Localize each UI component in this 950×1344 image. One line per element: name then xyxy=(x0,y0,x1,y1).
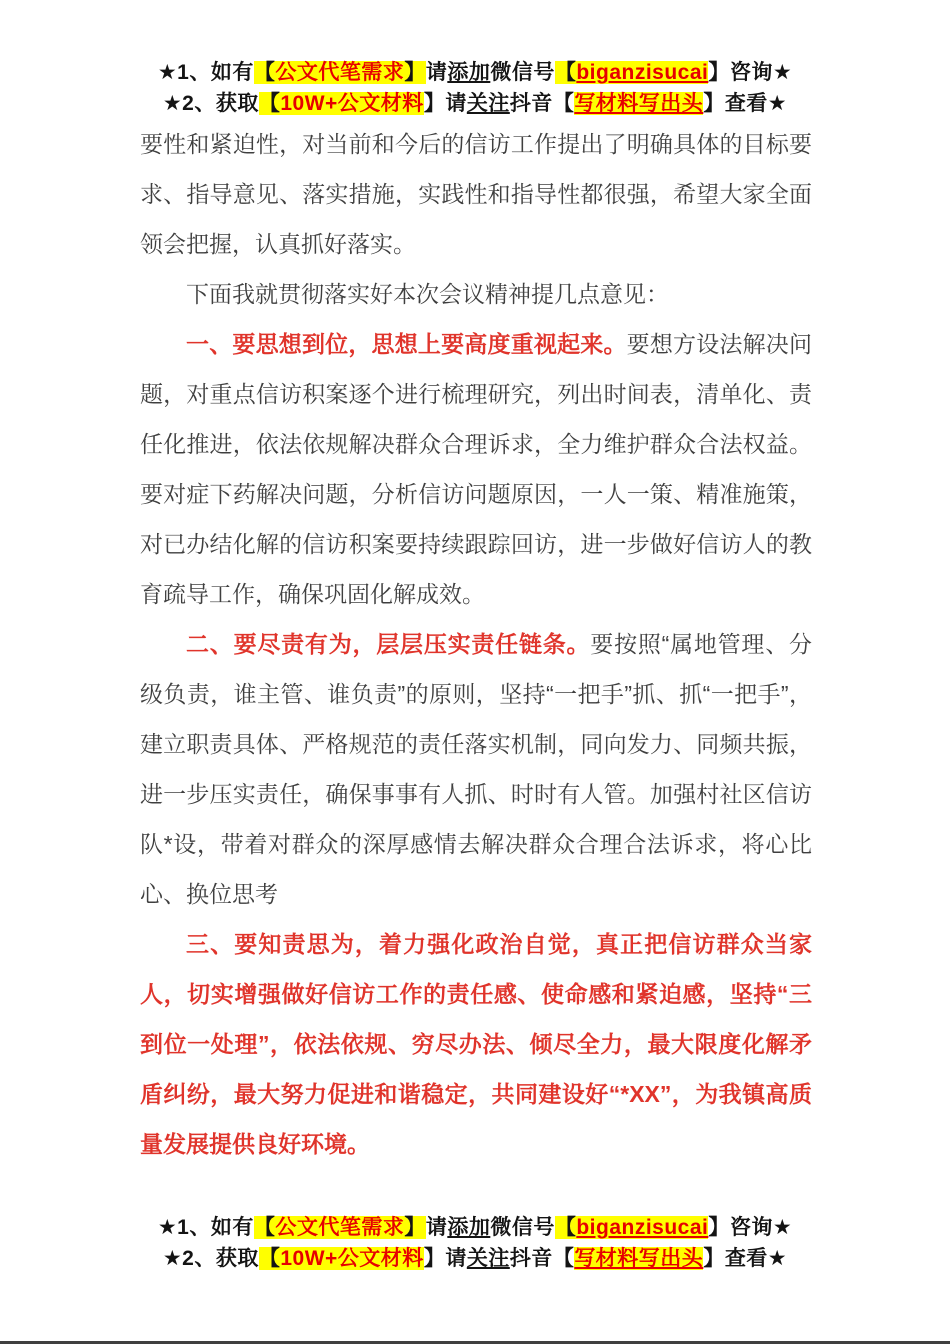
promo-text: 请 xyxy=(445,1247,467,1270)
highlighted-phrase xyxy=(254,61,426,84)
underlined-word: 添加 xyxy=(447,1216,491,1239)
bracket-open: 【 xyxy=(253,1216,276,1239)
douyin-id-text: 写材料写出头 xyxy=(574,92,704,115)
highlighted-phrase xyxy=(574,1247,703,1270)
highlighted-phrase xyxy=(555,61,709,84)
bracket-open: 【 xyxy=(258,92,281,115)
wechat-id-text: biganzisucai xyxy=(576,1216,709,1239)
underlined-word: 关注 xyxy=(466,1247,510,1270)
paragraph-text: 要想方设法解决问题，对重点信访积案逐个进行梳理研究，列出时间表，清单化、责任化推进，依法依规解决群众合理诉求，全力维护群众合法权益。要对症下药解决问题，分析信访问题原因，一人一策、精准施策，对已办结化解的信访积案要持续跟踪回访，进一步做好信访人的教育疏导工作，确保巩固化解成效。 xyxy=(140,331,813,607)
promo-header-line-2 xyxy=(0,88,950,119)
highlighted-phrase xyxy=(254,1216,426,1239)
bracket-open: 【 xyxy=(552,1247,575,1270)
promo-text: 抖音 xyxy=(509,92,553,115)
promo-text: ★2、获取 xyxy=(162,1247,259,1270)
bracket-close: 】 xyxy=(423,1247,446,1270)
promo-footer-line-2 xyxy=(0,1243,950,1274)
highlighted-phrase xyxy=(259,92,424,115)
highlighted-phrase xyxy=(574,92,703,115)
promo-footer xyxy=(0,1212,950,1274)
paragraph-text: 要按照“属地管理、分级负责，谁主管、谁负责”的原则，坚持“一把手”抓、抓“一把手”，建立职责具体、严格规范的责任落实机制，同向发力、同频共振，进一步压实责任，确保事事有人抓、时时有人管。加强村社区信访队*设，带着对群众的深厚感情去解决群众合理合法诉求，将心比心、换位思考 xyxy=(140,631,812,907)
promo-text: 请 xyxy=(425,61,448,84)
bracket-open: 【 xyxy=(554,1216,577,1239)
section-2-heading: 二、要尽责有为，层层压实责任链条。 xyxy=(186,631,591,657)
bracket-close: 】 xyxy=(703,92,725,115)
bracket-close: 】 xyxy=(404,61,426,84)
underlined-word: 添加 xyxy=(447,61,491,84)
promo-text: 请 xyxy=(425,1216,448,1239)
bracket-close: 】 xyxy=(423,92,446,115)
paragraph-text: 下面我就贯彻落实好本次会议精神提几点意见： xyxy=(186,281,669,307)
bracket-close: 】 xyxy=(404,1216,426,1239)
promo-text: 请 xyxy=(445,92,467,115)
promo-footer-line-1 xyxy=(0,1212,950,1243)
document-body xyxy=(140,119,812,1169)
promo-text: ★1、如有 xyxy=(157,61,254,84)
promo-text: 咨询★ xyxy=(729,1216,793,1239)
promo-text: 查看★ xyxy=(724,1247,788,1270)
promo-text: ★1、如有 xyxy=(157,1216,254,1239)
highlight-red-text: 10W+公文材料 xyxy=(280,1247,424,1270)
promo-text: 微信号 xyxy=(490,1216,555,1239)
bracket-close: 】 xyxy=(708,1216,730,1239)
promo-text: 查看★ xyxy=(724,92,788,115)
section-1-heading: 一、要思想到位，思想上要高度重视起来。 xyxy=(186,331,627,357)
wechat-id-text: biganzisucai xyxy=(576,61,709,84)
paragraph-text: 要性和紧迫性，对当前和今后的信访工作提出了明确具体的目标要求、指导意见、落实措施，实践性和指导性都很强，希望大家全面领会把握，认真抓好落实。 xyxy=(140,131,812,257)
highlight-red-text: 公文代笔需求 xyxy=(275,1216,405,1239)
bracket-open: 【 xyxy=(554,61,577,84)
bracket-close: 】 xyxy=(703,1247,725,1270)
highlighted-phrase xyxy=(259,1247,424,1270)
promo-header xyxy=(0,57,950,119)
promo-text: 微信号 xyxy=(490,61,555,84)
promo-text: 咨询★ xyxy=(729,61,793,84)
bracket-open: 【 xyxy=(258,1247,281,1270)
bracket-open: 【 xyxy=(552,92,575,115)
underlined-word: 关注 xyxy=(466,92,510,115)
section-1-paragraph xyxy=(140,319,812,619)
paragraph-continuation xyxy=(140,119,812,269)
section-3-red-text: 三、要知责思为，着力强化政治自觉，真正把信访群众当家人，切实增强做好信访工作的责任感、使命感和紧迫感，坚持“三到位一处理”，依法依规、穷尽办法、倾尽全力，最大限度化解矛盾纠纷，最大努力促进和谐稳定，共同建设好“*XX”，为我镇高质量发展提供良好环境。 xyxy=(140,931,812,1157)
highlight-red-text: 公文代笔需求 xyxy=(275,61,405,84)
promo-header-line-1 xyxy=(0,57,950,88)
highlight-red-text: 10W+公文材料 xyxy=(280,92,424,115)
paragraph-intro xyxy=(140,269,812,319)
bracket-open: 【 xyxy=(253,61,276,84)
section-3-paragraph xyxy=(140,919,812,1169)
promo-text: 抖音 xyxy=(509,1247,553,1270)
highlighted-phrase xyxy=(555,1216,709,1239)
bracket-close: 】 xyxy=(708,61,730,84)
promo-text: ★2、获取 xyxy=(162,92,259,115)
section-2-paragraph xyxy=(140,619,812,919)
douyin-id-text: 写材料写出头 xyxy=(574,1247,704,1270)
